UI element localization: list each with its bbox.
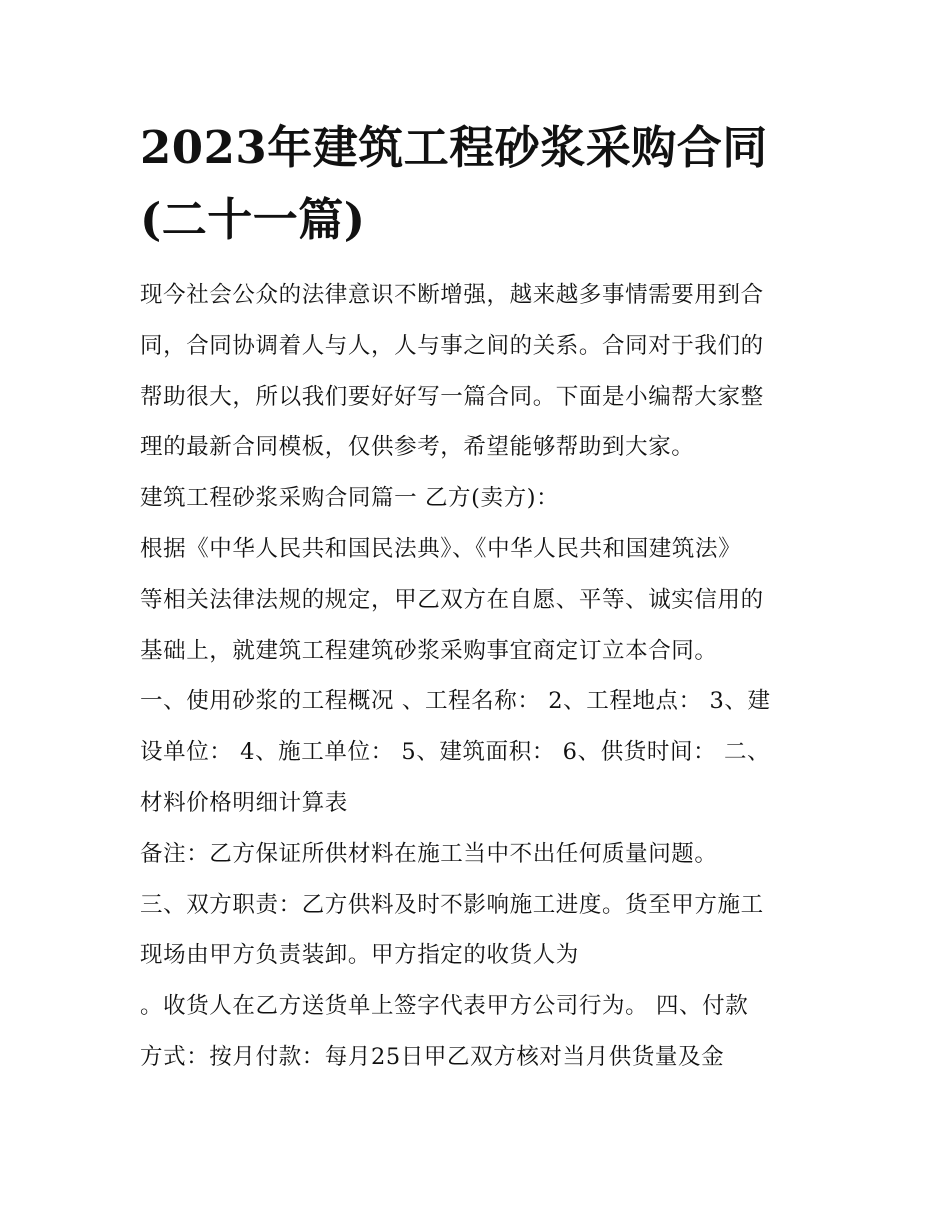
- title-line: (二十一篇): [140, 193, 366, 246]
- body-line: 理的最新合同模板，仅供参考，希望能够帮助到大家。: [140, 434, 695, 461]
- body-line: 备注：乙方保证所供材料在施工当中不出任何质量问题。: [140, 840, 718, 867]
- body-line: 一、使用砂浆的工程概况 、工程名称： 2、工程地点： 3、建: [140, 688, 771, 715]
- body-line: 设单位： 4、施工单位： 5、建筑面积： 6、供货时间： 二、: [140, 739, 771, 766]
- body-line: 根据《中华人民共和国民法典》、《中华人民共和国建筑法》: [140, 535, 742, 562]
- body-line: 等相关法律法规的规定，甲乙双方在自愿、平等、诚实信用的: [140, 586, 764, 613]
- body-line: 方式：按月付款：每月25日甲乙双方核对当月供货量及金: [140, 1043, 725, 1070]
- body-line: 现今社会公众的法律意识不断增强，越来越多事情需要用到合: [140, 282, 764, 308]
- title-line: 2023年建筑工程砂浆采购合同: [140, 121, 768, 174]
- body-line: 三、双方职责：乙方供料及时不影响施工进度。货至甲方施工: [140, 891, 764, 918]
- document-title: [140, 112, 820, 256]
- body-line: 现场由甲方负责装卸。甲方指定的收货人为: [140, 942, 579, 969]
- body-line: 材料价格明细计算表: [140, 789, 348, 816]
- document-body: [140, 270, 820, 1083]
- body-line: 。收货人在乙方送货单上签字代表甲方公司行为。 四、付款: [140, 993, 749, 1020]
- document-page: [140, 112, 820, 1083]
- body-line: 同，合同协调着人与人，人与事之间的关系。合同对于我们的: [140, 332, 764, 359]
- section-heading-line: 建筑工程砂浆采购合同篇一 乙方(卖方)：: [140, 485, 560, 512]
- body-line: 基础上，就建筑工程建筑砂浆采购事宜商定订立本合同。: [140, 637, 718, 664]
- body-line: 帮助很大，所以我们要好好写一篇合同。下面是小编帮大家整: [140, 383, 764, 410]
